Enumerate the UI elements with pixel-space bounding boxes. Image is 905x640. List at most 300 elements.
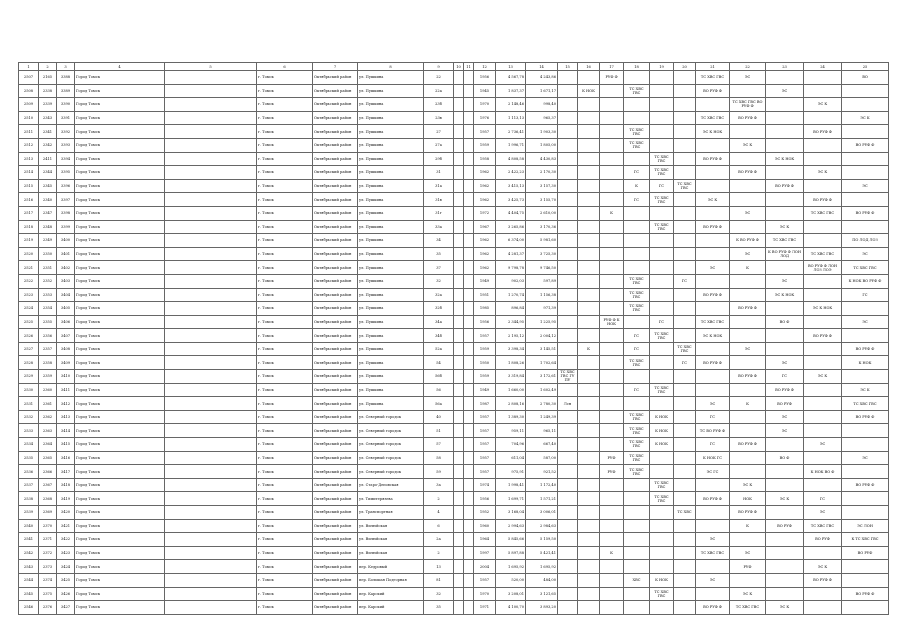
table-row <box>19 492 889 506</box>
table-cell: 3 170,36 <box>526 220 558 234</box>
table-cell: ЭС <box>696 533 730 547</box>
table-cell <box>766 478 804 492</box>
table-cell: 2515 <box>19 179 39 193</box>
table-cell <box>650 84 674 98</box>
table-cell <box>464 220 474 234</box>
table-cell <box>600 397 624 411</box>
table-cell <box>674 465 696 479</box>
table-cell <box>624 98 650 112</box>
table-cell <box>624 546 650 560</box>
table-cell: 1967 <box>474 220 496 234</box>
table-cell: ул. Пушкина <box>358 383 424 397</box>
table-cell: ул. Пушкина <box>358 261 424 275</box>
table-cell <box>674 397 696 411</box>
table-row <box>19 438 889 452</box>
table-cell: ЭС К <box>766 492 804 506</box>
table-cell <box>558 451 578 465</box>
table-cell: ТС ХВС ГВС <box>730 601 766 615</box>
table-cell <box>842 152 889 166</box>
table-cell: ГС <box>696 410 730 424</box>
table-cell: 2514 <box>19 166 39 180</box>
table-cell: 3403 <box>57 274 75 288</box>
table-cell: г. Томск <box>257 84 313 98</box>
table-cell: ЭС <box>766 424 804 438</box>
table-cell: К ВО РУФ Ф ЛОН ЛОД <box>766 247 804 261</box>
table-cell: 2516 <box>19 193 39 207</box>
table-cell: 3415 <box>57 438 75 452</box>
table-cell <box>674 546 696 560</box>
table-cell: г. Томск <box>257 356 313 370</box>
table-cell: пер. Карский <box>358 601 424 615</box>
table-cell <box>600 560 624 574</box>
table-cell: Октябрьский район <box>313 220 358 234</box>
table-cell <box>464 587 474 601</box>
table-cell: К ВО РУФ Ф <box>730 234 766 248</box>
table-cell: г. Томск <box>257 424 313 438</box>
table-cell: ВО РУФ Ф <box>804 193 842 207</box>
table-cell: ТС ХВС ГВС <box>624 125 650 139</box>
table-cell <box>165 383 257 397</box>
table-cell: ТС ХВС ГВС <box>624 302 650 316</box>
table-cell <box>558 342 578 356</box>
table-cell: 1962 <box>474 261 496 275</box>
table-cell: ТС ХВС ГВС <box>674 342 696 356</box>
table-cell <box>558 506 578 520</box>
table-cell: 3 415,13 <box>496 179 526 193</box>
table-cell: 34 <box>424 234 454 248</box>
table-cell <box>650 234 674 248</box>
table-row <box>19 506 889 520</box>
table-cell: г. Томск <box>257 247 313 261</box>
table-cell <box>165 329 257 343</box>
table-cell: ГС <box>624 329 650 343</box>
table-cell: 56б <box>424 370 454 384</box>
table-cell: ВО РУФ Ф <box>730 166 766 180</box>
table-cell: ЭС <box>804 506 842 520</box>
table-cell: 5 845,66 <box>496 533 526 547</box>
table-cell: г. Томск <box>257 533 313 547</box>
table-cell <box>578 587 600 601</box>
table-cell <box>650 356 674 370</box>
table-cell: Город Томск <box>75 546 165 560</box>
table-cell <box>766 465 804 479</box>
table-cell: 2368 <box>39 492 57 506</box>
table-cell <box>842 166 889 180</box>
table-cell <box>766 125 804 139</box>
table-cell: ЭС <box>730 247 766 261</box>
table-cell: ул. Старо-Деповская <box>358 478 424 492</box>
table-cell <box>464 573 474 587</box>
table-cell: 1945 <box>474 84 496 98</box>
table-cell: 22а <box>424 84 454 98</box>
table-cell: 520,00 <box>496 573 526 587</box>
table-cell <box>624 247 650 261</box>
table-cell <box>766 111 804 125</box>
table-cell: ул. Пушкина <box>358 315 424 329</box>
table-cell: ТС ХВС ГВС <box>650 383 674 397</box>
table-cell: 1959 <box>474 342 496 356</box>
table-cell <box>804 138 842 152</box>
table-cell: 1987 <box>474 397 496 411</box>
table-cell <box>650 71 674 85</box>
table-cell <box>578 560 600 574</box>
table-cell: ЭС <box>766 274 804 288</box>
table-cell: Октябрьский район <box>313 84 358 98</box>
table-cell: ЭС К <box>766 220 804 234</box>
table-cell <box>650 560 674 574</box>
table-cell: ЭС <box>730 546 766 560</box>
table-cell <box>165 370 257 384</box>
table-cell: 29б <box>424 152 454 166</box>
table-cell <box>578 288 600 302</box>
column-number-header: 7 <box>313 63 358 71</box>
table-cell: 3412 <box>57 397 75 411</box>
table-cell <box>558 587 578 601</box>
table-cell: ЭС <box>696 573 730 587</box>
column-number-header: 20 <box>674 63 696 71</box>
table-cell <box>464 601 474 615</box>
table-cell: ВО РУФ Ф <box>696 84 730 98</box>
table-cell: 2538 <box>19 492 39 506</box>
table-cell: 3389 <box>57 84 75 98</box>
column-number-header: 5 <box>165 63 257 71</box>
table-cell <box>464 138 474 152</box>
table-cell <box>766 438 804 452</box>
table-row <box>19 125 889 139</box>
table-cell: 3419 <box>57 492 75 506</box>
table-cell: Октябрьский район <box>313 506 358 520</box>
table-cell: ТС ХВС ГВС <box>766 234 804 248</box>
table-cell: 1 225,95 <box>526 315 558 329</box>
table-cell: г. Томск <box>257 302 313 316</box>
table-cell: ГС <box>624 383 650 397</box>
table-cell <box>804 84 842 98</box>
table-cell: 1957 <box>474 573 496 587</box>
table-cell <box>600 356 624 370</box>
table-cell <box>624 152 650 166</box>
table-cell: 4 430,83 <box>526 152 558 166</box>
table-cell <box>165 315 257 329</box>
table-cell: 35 <box>424 601 454 615</box>
table-cell: 31а <box>424 179 454 193</box>
table-cell <box>454 206 464 220</box>
table-cell <box>842 438 889 452</box>
table-cell: 1 156,38 <box>526 288 558 302</box>
table-cell: ТС ХВС ГВС <box>650 329 674 343</box>
table-cell <box>558 288 578 302</box>
table-cell: ГС <box>624 193 650 207</box>
table-cell <box>558 98 578 112</box>
table-cell: 2372 <box>39 546 57 560</box>
table-cell <box>578 247 600 261</box>
table-cell: 4 <box>424 506 454 520</box>
table-cell <box>464 506 474 520</box>
table-cell: ТС ХВС ГВС <box>842 261 889 275</box>
table-cell: 3420 <box>57 506 75 520</box>
table-cell <box>165 234 257 248</box>
table-cell: ТС ХВС ГВС <box>650 492 674 506</box>
table-cell: 3 157,30 <box>526 179 558 193</box>
table-cell <box>600 152 624 166</box>
table-cell: ГС <box>624 342 650 356</box>
table-cell: ул. Пушкина <box>358 342 424 356</box>
table-cell <box>650 342 674 356</box>
table-cell <box>730 84 766 98</box>
table-cell: ул. Северный городок <box>358 410 424 424</box>
table-cell <box>578 111 600 125</box>
table-cell: 3417 <box>57 465 75 479</box>
table-cell <box>454 342 464 356</box>
table-cell <box>600 587 624 601</box>
table-cell: Октябрьский район <box>313 206 358 220</box>
table-cell <box>804 478 842 492</box>
table-cell: 3а <box>424 478 454 492</box>
table-cell: 2364 <box>39 438 57 452</box>
table-cell: 3394 <box>57 152 75 166</box>
table-cell <box>464 329 474 343</box>
table-cell: 2 148,46 <box>496 98 526 112</box>
table-cell: Октябрьский район <box>313 138 358 152</box>
table-cell <box>600 342 624 356</box>
table-cell: 4 404,75 <box>496 206 526 220</box>
table-cell <box>165 166 257 180</box>
table-cell: 40 <box>424 410 454 424</box>
table-cell: ТС ХВС ГВС <box>650 478 674 492</box>
table-cell <box>464 451 474 465</box>
table-cell: 3418 <box>57 478 75 492</box>
table-cell: 3 425,73 <box>496 193 526 207</box>
table-cell: 902,03 <box>496 274 526 288</box>
table-cell <box>464 206 474 220</box>
table-cell: 2533 <box>19 424 39 438</box>
table-row <box>19 342 889 356</box>
table-cell: ул. Пушкина <box>358 179 424 193</box>
table-cell: Город Томск <box>75 138 165 152</box>
table-cell: ТС ХВС ГВС <box>624 465 650 479</box>
table-cell: 1 172,40 <box>526 478 558 492</box>
table-cell: 2351 <box>39 261 57 275</box>
table-cell: 23в <box>424 111 454 125</box>
table-cell: ЭС <box>842 179 889 193</box>
table-cell: ВО Ф <box>766 315 804 329</box>
table-cell: Город Томск <box>75 478 165 492</box>
table-cell <box>578 179 600 193</box>
table-cell <box>600 138 624 152</box>
table-cell: 2529 <box>19 370 39 384</box>
table-cell <box>165 247 257 261</box>
table-cell: Город Томск <box>75 193 165 207</box>
table-cell: 1957 <box>474 125 496 139</box>
table-cell <box>464 274 474 288</box>
table-cell: ТС ХВС <box>674 506 696 520</box>
table-cell: г. Томск <box>257 397 313 411</box>
table-cell: 1 389,30 <box>496 410 526 424</box>
table-cell: ВО РУФ Ф <box>696 492 730 506</box>
table-cell: 2 <box>424 492 454 506</box>
table-cell: 27 <box>424 125 454 139</box>
table-cell: Город Томск <box>75 397 165 411</box>
table-cell: 52а <box>424 342 454 356</box>
table-row <box>19 356 889 370</box>
table-cell: 3390 <box>57 98 75 112</box>
table-cell: 2363 <box>39 424 57 438</box>
table-cell: Октябрьский район <box>313 342 358 356</box>
table-cell <box>730 288 766 302</box>
table-cell <box>464 302 474 316</box>
table-cell <box>842 220 889 234</box>
table-cell: Октябрьский район <box>313 519 358 533</box>
table-cell: 2522 <box>19 274 39 288</box>
table-cell <box>464 315 474 329</box>
table-cell <box>578 397 600 411</box>
table-cell <box>600 519 624 533</box>
table-cell: 1956 <box>474 71 496 85</box>
table-cell <box>696 478 730 492</box>
table-cell: 2534 <box>19 438 39 452</box>
column-number-header: 10 <box>454 63 464 71</box>
table-cell <box>600 125 624 139</box>
table-cell <box>578 573 600 587</box>
table-cell: Октябрьский район <box>313 71 358 85</box>
table-cell <box>165 179 257 193</box>
table-cell: 4 808,58 <box>496 152 526 166</box>
table-cell <box>600 506 624 520</box>
table-cell: ЭС <box>730 71 766 85</box>
table-cell <box>650 274 674 288</box>
table-cell: 998,40 <box>526 98 558 112</box>
table-cell: ЭС К <box>730 138 766 152</box>
table-cell: 965,37 <box>526 111 558 125</box>
table-cell: 1962 <box>474 247 496 261</box>
table-cell: Город Томск <box>75 274 165 288</box>
table-cell: Октябрьский район <box>313 356 358 370</box>
table-cell <box>624 71 650 85</box>
table-cell <box>558 383 578 397</box>
table-cell <box>454 138 464 152</box>
column-number-header: 13 <box>496 63 526 71</box>
table-cell <box>674 438 696 452</box>
table-cell: 3423 <box>57 546 75 560</box>
table-cell <box>696 247 730 261</box>
table-cell: ВО РУФ Ф <box>804 329 842 343</box>
table-cell: 2527 <box>19 342 39 356</box>
table-cell <box>558 152 578 166</box>
table-cell: ТС ХВС ГВС <box>804 519 842 533</box>
table-cell <box>578 138 600 152</box>
table-cell <box>600 288 624 302</box>
table-cell <box>842 573 889 587</box>
table-cell <box>578 410 600 424</box>
column-number-header: 11 <box>464 63 474 71</box>
table-cell <box>674 152 696 166</box>
table-cell: Октябрьский район <box>313 315 358 329</box>
table-cell <box>454 274 464 288</box>
table-cell <box>674 302 696 316</box>
table-cell <box>730 383 766 397</box>
table-cell <box>578 152 600 166</box>
table-cell <box>804 152 842 166</box>
table-cell: ЭС К <box>842 111 889 125</box>
table-cell: 3405 <box>57 302 75 316</box>
table-cell <box>730 573 766 587</box>
table-cell <box>464 370 474 384</box>
table-cell: 58 <box>424 451 454 465</box>
table-cell: 33а <box>424 220 454 234</box>
table-cell: 1 998,41 <box>496 478 526 492</box>
table-cell: 1951 <box>474 288 496 302</box>
table-cell <box>600 179 624 193</box>
table-cell: Город Томск <box>75 573 165 587</box>
table-cell <box>165 397 257 411</box>
table-cell: 2 736,41 <box>496 125 526 139</box>
table-cell: 2338 <box>39 84 57 98</box>
table-cell <box>600 302 624 316</box>
table-cell: Октябрьский район <box>313 302 358 316</box>
table-cell <box>730 465 766 479</box>
table-cell: 2540 <box>19 519 39 533</box>
table-cell <box>558 111 578 125</box>
table-cell <box>165 125 257 139</box>
table-cell <box>600 424 624 438</box>
table-cell <box>600 573 624 587</box>
column-number-header: 19 <box>650 63 674 71</box>
table-cell: 13 <box>424 560 454 574</box>
table-cell: Город Томск <box>75 261 165 275</box>
table-cell: ЭС <box>766 410 804 424</box>
table-cell: 2355 <box>39 315 57 329</box>
table-cell <box>464 424 474 438</box>
table-cell <box>804 234 842 248</box>
table-cell: ВО РУФ Ф <box>842 342 889 356</box>
table-cell: ЭС К НОК <box>766 288 804 302</box>
table-cell: 35 <box>424 247 454 261</box>
table-cell <box>730 274 766 288</box>
table-cell: 2411 <box>39 152 57 166</box>
table-cell <box>674 478 696 492</box>
table-cell: 6 374,00 <box>496 234 526 248</box>
table-cell: ТС ХВС ГВС <box>624 84 650 98</box>
table-cell: Октябрьский район <box>313 125 358 139</box>
table-cell <box>578 492 600 506</box>
table-cell: 1962 <box>474 166 496 180</box>
table-cell <box>804 451 842 465</box>
table-cell: 1 702,64 <box>526 356 558 370</box>
table-cell: 3427 <box>57 601 75 615</box>
column-number-header: 17 <box>600 63 624 71</box>
table-cell: Город Томск <box>75 438 165 452</box>
table-cell <box>454 383 464 397</box>
table-cell: 3416 <box>57 451 75 465</box>
table-cell: ТС ХВС ГВС <box>696 71 730 85</box>
table-cell: г. Томск <box>257 315 313 329</box>
table-cell: ВО РУФ Ф <box>804 573 842 587</box>
table-cell: ВО РУФ Ф <box>766 179 804 193</box>
table-cell <box>165 546 257 560</box>
table-cell <box>558 438 578 452</box>
table-cell <box>674 560 696 574</box>
table-cell: 704,96 <box>496 438 526 452</box>
table-cell: Город Томск <box>75 315 165 329</box>
table-row <box>19 274 889 288</box>
table-cell: 3426 <box>57 587 75 601</box>
table-cell <box>165 492 257 506</box>
table-cell <box>578 206 600 220</box>
table-cell: 3409 <box>57 356 75 370</box>
table-cell: 81 <box>424 573 454 587</box>
table-cell: 57 <box>424 438 454 452</box>
table-cell: 2521 <box>19 261 39 275</box>
column-number-header: 16 <box>578 63 600 71</box>
